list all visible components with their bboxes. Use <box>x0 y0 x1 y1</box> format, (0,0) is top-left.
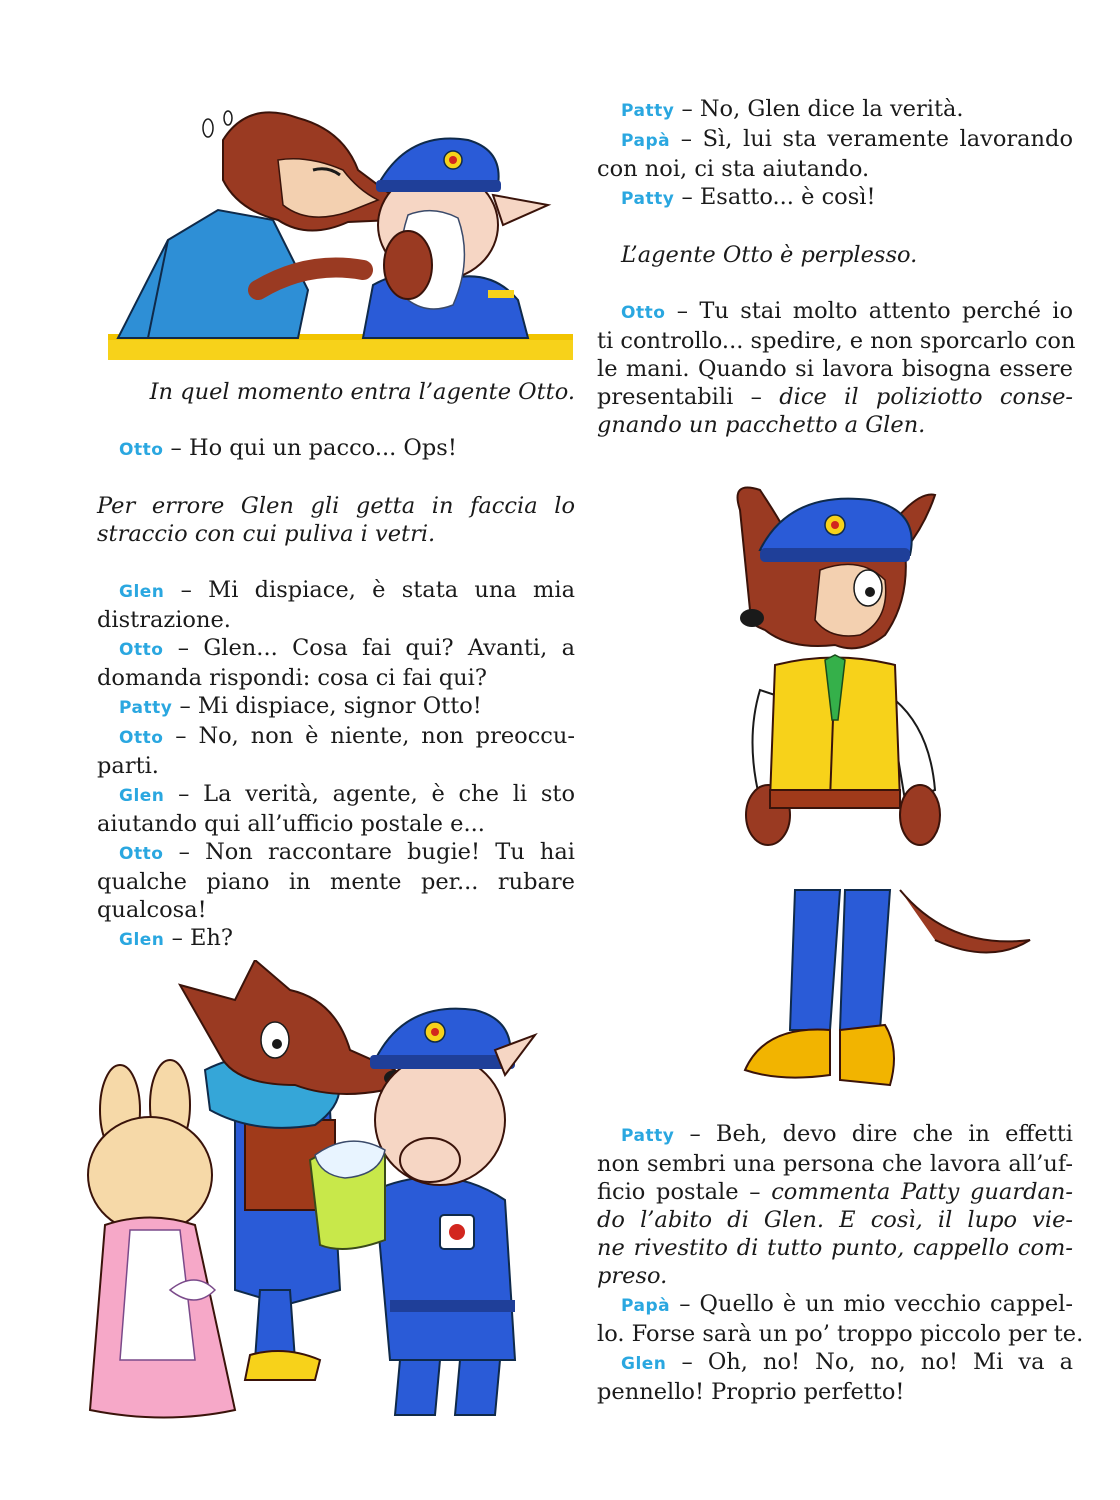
speaker-glen: Glen <box>621 1354 667 1374</box>
right-column-top-text <box>597 95 1076 439</box>
narration-inline: ne rivestito di tutto punto, cappello com- <box>597 1235 1073 1261</box>
narration: L’agente Otto è perplesso. <box>621 242 918 268</box>
dialogue-cont: le mani. Quando si lavora bisogna essere <box>597 356 1073 382</box>
illustration-glen-in-uniform <box>720 470 1050 1110</box>
speaker-glen: Glen <box>119 582 165 602</box>
dialogue-text: – Quello è un mio vecchio cappel- <box>679 1291 1073 1317</box>
dialogue-cont: aiutando qui all’ufficio postale e... <box>97 811 485 837</box>
right-column-bottom-text <box>597 1120 1084 1406</box>
speaker-patty: Patty <box>119 698 173 718</box>
dialogue-text: – No, non è niente, non preoccu- <box>175 723 575 749</box>
speaker-glen: Glen <box>119 930 165 950</box>
speaker-otto: Otto <box>119 440 164 460</box>
speaker-papa: Papà <box>621 131 671 151</box>
illustration-patty-glen-otto <box>85 960 545 1430</box>
dialogue-cont: lo. Forse sarà un po’ troppo piccolo per te. <box>597 1321 1084 1347</box>
speaker-patty: Patty <box>621 1126 675 1146</box>
speaker-otto: Otto <box>621 303 666 323</box>
speaker-patty: Patty <box>621 101 675 121</box>
dialogue-line <box>97 780 575 810</box>
dialogue-text: – Mi dispiace, signor Otto! <box>179 693 482 719</box>
dialogue-cont: pennello! Proprio perfetto! <box>597 1379 905 1405</box>
illustration-wolf-wiping-otto <box>108 100 573 362</box>
left-column-text <box>97 378 575 954</box>
narration-inline: preso. <box>597 1263 668 1289</box>
dialogue-line <box>97 692 575 722</box>
dialogue-line <box>597 1348 1073 1378</box>
dialogue-text: – Mi dispiace, è stata una mia <box>180 577 575 603</box>
dialogue-text: – Sì, lui sta veramente lavorando <box>680 126 1073 152</box>
speaker-patty: Patty <box>621 189 675 209</box>
dialogue-line <box>597 95 1073 125</box>
dialogue-text: – Oh, no! No, no, no! Mi va a <box>681 1349 1073 1375</box>
speaker-otto: Otto <box>119 728 164 748</box>
dialogue-cont: ti controllo... spedire, e non sporcarlo con <box>597 328 1076 354</box>
narration-inline: gnando un pacchetto a Glen. <box>597 412 926 438</box>
dialogue-cont: con noi, ci sta aiutando. <box>597 156 870 182</box>
dialogue-line <box>597 297 1073 327</box>
narration: In quel momento entra l’agente Otto. <box>149 379 575 405</box>
narration-inline: commenta Patty guardan- <box>771 1179 1073 1205</box>
dialogue-line <box>597 183 1073 213</box>
speaker-papa: Papà <box>621 1296 671 1316</box>
dialogue-text: – La verità, agente, è che li sto <box>178 781 575 807</box>
dialogue-cont <box>597 1178 1073 1206</box>
dialogue-line <box>97 838 575 868</box>
narration-inline: do l’abito di Glen. E così, il lupo vie- <box>597 1207 1073 1233</box>
dialogue-text: – Tu stai molto attento perché io <box>676 298 1073 324</box>
dialogue-line <box>597 1290 1073 1320</box>
dialogue-cont: qualcosa! <box>97 897 207 923</box>
dialogue-cont: domanda rispondi: cosa ci fai qui? <box>97 665 487 691</box>
speaker-glen: Glen <box>119 786 165 806</box>
dialogue-cont: distrazione. <box>97 607 231 633</box>
dialogue-text: – Ho qui un pacco... Ops! <box>170 435 457 461</box>
dialogue-line <box>597 125 1073 155</box>
narration-inline: dice il poliziotto conse- <box>779 384 1073 410</box>
dialogue-cont: qualche piano in mente per... rubare <box>97 869 575 895</box>
dialogue-text: – Non raccontare bugie! Tu hai <box>178 839 576 865</box>
dialogue-line <box>97 634 575 664</box>
dialogue-text: – Beh, devo dire che in effetti <box>689 1121 1073 1147</box>
dialogue-text: presentabili – <box>597 384 780 410</box>
dialogue-text: ficio postale – <box>597 1179 772 1205</box>
speaker-otto: Otto <box>119 844 164 864</box>
narration-line: Per errore Glen gli getta in faccia lo <box>97 493 575 519</box>
dialogue-text: – Esatto... è così! <box>681 184 876 210</box>
dialogue-cont: parti. <box>97 753 159 779</box>
dialogue-text: – Eh? <box>171 925 233 951</box>
dialogue-cont: non sembri una persona che lavora all’uf- <box>597 1151 1073 1177</box>
dialogue-text: – No, Glen dice la verità. <box>681 96 964 122</box>
dialogue-line <box>97 434 575 464</box>
dialogue-line <box>97 576 575 606</box>
speaker-otto: Otto <box>119 640 164 660</box>
dialogue-text: – Glen... Cosa fai qui? Avanti, a <box>177 635 575 661</box>
dialogue-line <box>97 924 575 954</box>
dialogue-cont <box>597 383 1073 411</box>
dialogue-line <box>97 722 575 752</box>
narration-line: straccio con cui puliva i vetri. <box>97 521 436 547</box>
dialogue-line <box>597 1120 1073 1150</box>
